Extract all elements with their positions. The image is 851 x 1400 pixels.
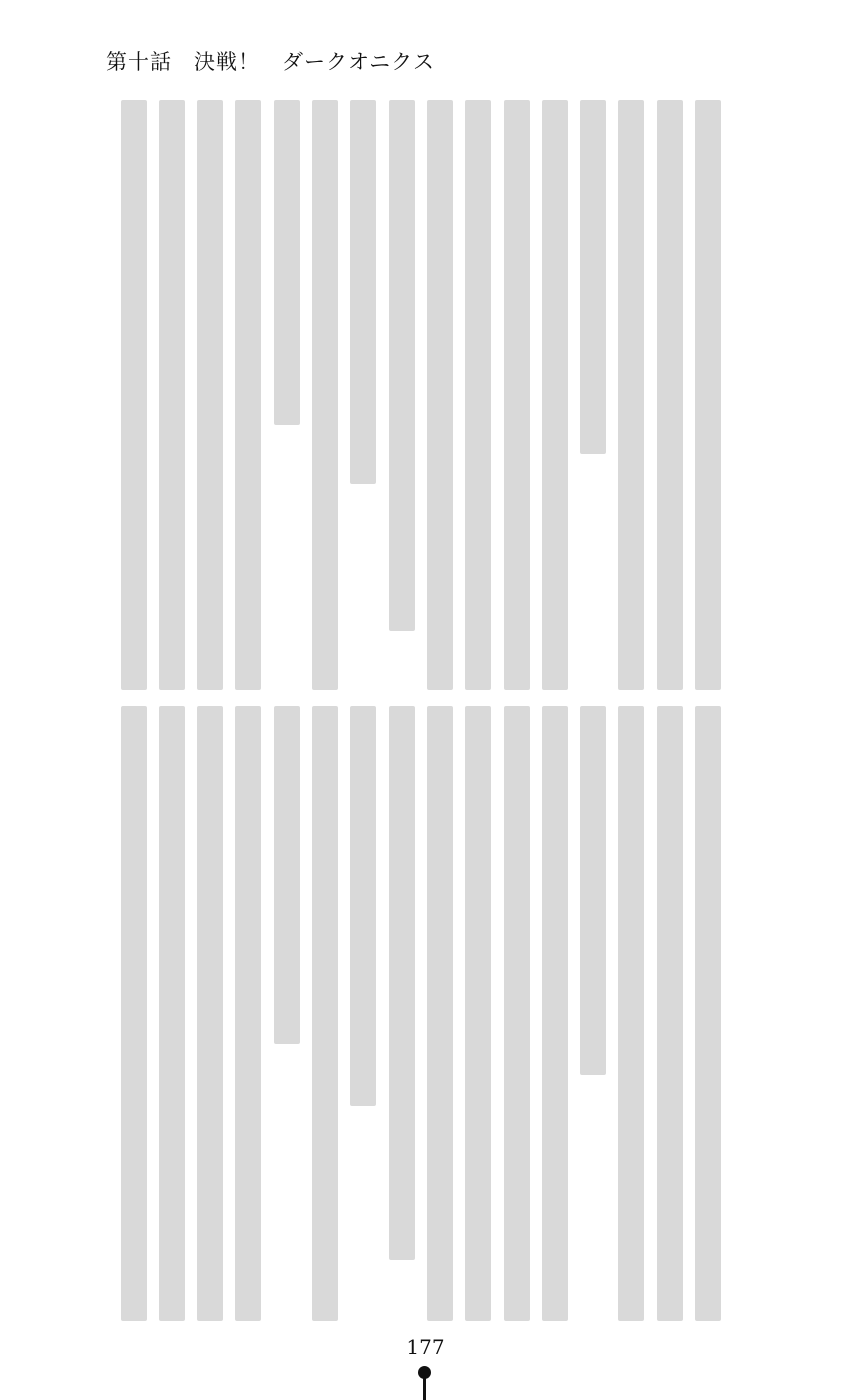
text-column-placeholder: [465, 706, 491, 1321]
text-column-placeholder: [695, 706, 721, 1321]
text-column-placeholder: [542, 100, 568, 690]
text-column-placeholder: [580, 100, 606, 454]
text-column-placeholder: [197, 100, 223, 690]
upper-text-block: [100, 100, 720, 690]
text-column-placeholder: [312, 100, 338, 690]
page-ornament-line: [423, 1378, 426, 1400]
text-column-placeholder: [274, 100, 300, 425]
text-column-placeholder: [618, 100, 644, 690]
text-column-placeholder: [427, 706, 453, 1321]
text-column-placeholder: [312, 706, 338, 1321]
text-column-placeholder: [350, 706, 376, 1106]
lower-text-block: [100, 706, 720, 1321]
text-column-placeholder: [695, 100, 721, 690]
page-number: 177: [406, 1335, 445, 1359]
text-column-placeholder: [504, 100, 530, 690]
chapter-title: 第十話 決戦！ ダークオニクス: [106, 50, 435, 74]
text-column-placeholder: [389, 100, 415, 631]
text-column-placeholder: [159, 100, 185, 690]
text-column-placeholder: [350, 100, 376, 484]
text-column-placeholder: [121, 100, 147, 690]
text-column-placeholder: [618, 706, 644, 1321]
text-column-placeholder: [657, 706, 683, 1321]
text-column-placeholder: [121, 706, 147, 1321]
text-column-placeholder: [542, 706, 568, 1321]
text-column-placeholder: [580, 706, 606, 1075]
text-column-placeholder: [389, 706, 415, 1260]
text-column-placeholder: [274, 706, 300, 1044]
text-column-placeholder: [427, 100, 453, 690]
text-column-placeholder: [657, 100, 683, 690]
text-column-placeholder: [159, 706, 185, 1321]
text-column-placeholder: [235, 100, 261, 690]
text-column-placeholder: [465, 100, 491, 690]
text-column-placeholder: [197, 706, 223, 1321]
text-column-placeholder: [235, 706, 261, 1321]
text-column-placeholder: [504, 706, 530, 1321]
